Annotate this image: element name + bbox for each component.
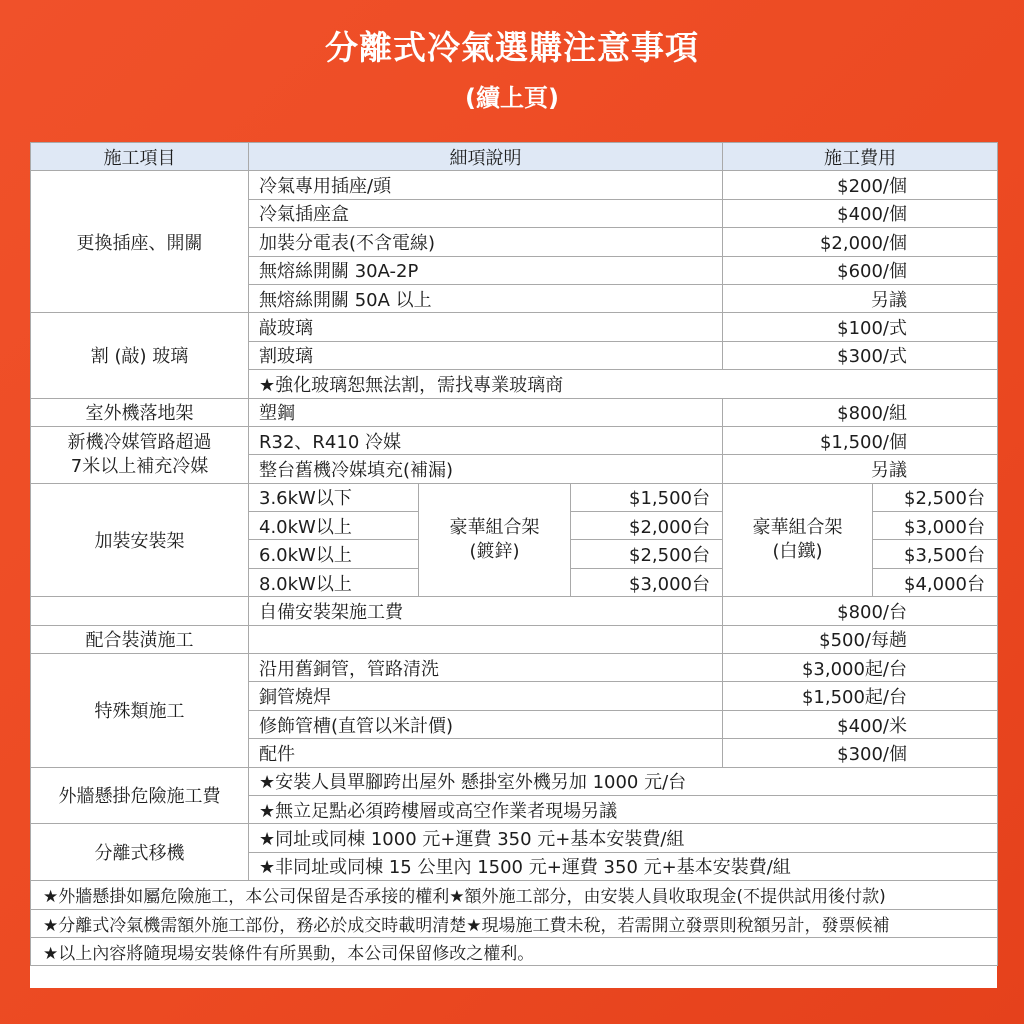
move-note: ★非同址或同棟 15 公里內 1500 元+運費 350 元+基本安裝費/組: [249, 852, 998, 880]
steel-name: 豪華組合架: [752, 516, 843, 538]
row-label-move: 分離式移機: [31, 824, 249, 881]
footer-note-row: [31, 881, 998, 909]
detail-cell: 無熔絲開關 30A-2P: [249, 256, 723, 284]
header-item: 施工項目: [31, 143, 249, 171]
size-cell: 8.0kW以上: [249, 568, 419, 596]
steel-price: $4,000台: [873, 568, 998, 596]
row-label-special: 特殊類施工: [31, 654, 249, 768]
page-subtitle: (續上頁): [465, 84, 559, 112]
footer-note-row: [31, 909, 998, 937]
table-row: [31, 597, 998, 625]
footer-note-row: [31, 937, 998, 965]
galvanized-price: $1,500台: [571, 483, 723, 511]
table-row: [31, 625, 998, 653]
size-cell: 3.6kW以下: [249, 483, 419, 511]
empty-cell: [31, 597, 249, 625]
refrigerant-label-line2: 7米以上補充冷媒: [70, 455, 209, 477]
table-row: [31, 398, 998, 426]
size-cell: 6.0kW以上: [249, 540, 419, 568]
fee-cell: $100/式: [723, 313, 998, 341]
steel-price: $3,000台: [873, 512, 998, 540]
detail-cell: 敲玻璃: [249, 313, 723, 341]
row-label-socket: 更換插座、開關: [31, 171, 249, 313]
detail-cell: 加裝分電表(不含電線): [249, 228, 723, 256]
steel-bracket-label: [723, 483, 873, 597]
fee-cell: $1,500/個: [723, 426, 998, 454]
detail-cell: 塑鋼: [249, 398, 723, 426]
detail-cell: 修飾管槽(直管以米計價): [249, 710, 723, 738]
fee-cell: $3,000起/台: [723, 654, 998, 682]
fee-cell: $200/個: [723, 171, 998, 199]
detail-cell: 沿用舊銅管，管路清洗: [249, 654, 723, 682]
size-cell: 4.0kW以上: [249, 512, 419, 540]
galvanized-bracket-label: [419, 483, 571, 597]
row-label-hanging: 外牆懸掛危險施工費: [31, 767, 249, 824]
row-label-bracket: 加裝安裝架: [31, 483, 249, 597]
price-table-panel: [30, 142, 997, 988]
table-row: [31, 426, 998, 454]
detail-cell: 割玻璃: [249, 341, 723, 369]
fee-cell: 另議: [723, 455, 998, 483]
galvanized-sub: (鍍鋅): [469, 540, 520, 562]
footer-note: ★外牆懸掛如屬危險施工，本公司保留是否承接的權利★額外施工部分，由安裝人員收取現金(不提供試用後付款): [31, 881, 998, 909]
refrigerant-label-line1: 新機冷媒管路超過: [67, 431, 212, 453]
detail-cell: 銅管燒焊: [249, 682, 723, 710]
table-row: [31, 654, 998, 682]
detail-cell: 整台舊機冷媒填充(補漏): [249, 455, 723, 483]
fee-cell: $400/米: [723, 710, 998, 738]
row-label-stand: 室外機落地架: [31, 398, 249, 426]
hanging-note: ★無立足點必須跨樓層或高空作業者現場另議: [249, 795, 998, 823]
detail-cell: 配件: [249, 739, 723, 767]
steel-price: $3,500台: [873, 540, 998, 568]
header-fee: 施工費用: [723, 143, 998, 171]
fee-cell: 另議: [723, 284, 998, 312]
empty-detail-cell: [249, 625, 723, 653]
table-row: [31, 171, 998, 199]
table-row: [31, 824, 998, 852]
galvanized-price: $3,000台: [571, 568, 723, 596]
move-note: ★同址或同棟 1000 元+運費 350 元+基本安裝費/組: [249, 824, 998, 852]
detail-cell: 冷氣專用插座/頭: [249, 171, 723, 199]
row-label-glass: 割 (敲) 玻璃: [31, 313, 249, 398]
footer-note: ★分離式冷氣機需額外施工部份，務必於成交時載明清楚★現場施工費未稅，若需開立發票則稅額另計，發票候補: [31, 909, 998, 937]
fee-cell: $1,500起/台: [723, 682, 998, 710]
row-label-refrigerant: [31, 426, 249, 483]
fee-cell: $500/每趟: [723, 625, 998, 653]
steel-sub: (白鐵): [772, 540, 823, 562]
fee-cell: $2,000/個: [723, 228, 998, 256]
fee-cell: $800/台: [723, 597, 998, 625]
table-row: [31, 313, 998, 341]
detail-cell: 自備安裝架施工費: [249, 597, 723, 625]
fee-cell: $400/個: [723, 199, 998, 227]
detail-cell: 冷氣插座盒: [249, 199, 723, 227]
fee-cell: $300/個: [723, 739, 998, 767]
fee-cell: $800/組: [723, 398, 998, 426]
row-label-decor: 配合裝潢施工: [31, 625, 249, 653]
glass-note: ★強化玻璃恕無法割，需找專業玻璃商: [249, 370, 998, 398]
page-title: 分離式冷氣選購注意事項: [325, 28, 699, 67]
fee-cell: $600/個: [723, 256, 998, 284]
detail-cell: 無熔絲開關 50A 以上: [249, 284, 723, 312]
steel-price: $2,500台: [873, 483, 998, 511]
footer-note: ★以上內容將隨現場安裝條件有所異動，本公司保留修改之權利。: [31, 937, 998, 965]
galvanized-price: $2,500台: [571, 540, 723, 568]
detail-cell: R32、R410 冷媒: [249, 426, 723, 454]
table-header: [31, 143, 998, 171]
table-row: [31, 767, 998, 795]
hanging-note: ★安裝人員單腳跨出屋外 懸掛室外機另加 1000 元/台: [249, 767, 998, 795]
galvanized-price: $2,000台: [571, 512, 723, 540]
price-table: [30, 142, 998, 966]
fee-cell: $300/式: [723, 341, 998, 369]
header-detail: 細項說明: [249, 143, 723, 171]
galvanized-name: 豪華組合架: [449, 516, 540, 538]
table-row: [31, 483, 998, 511]
